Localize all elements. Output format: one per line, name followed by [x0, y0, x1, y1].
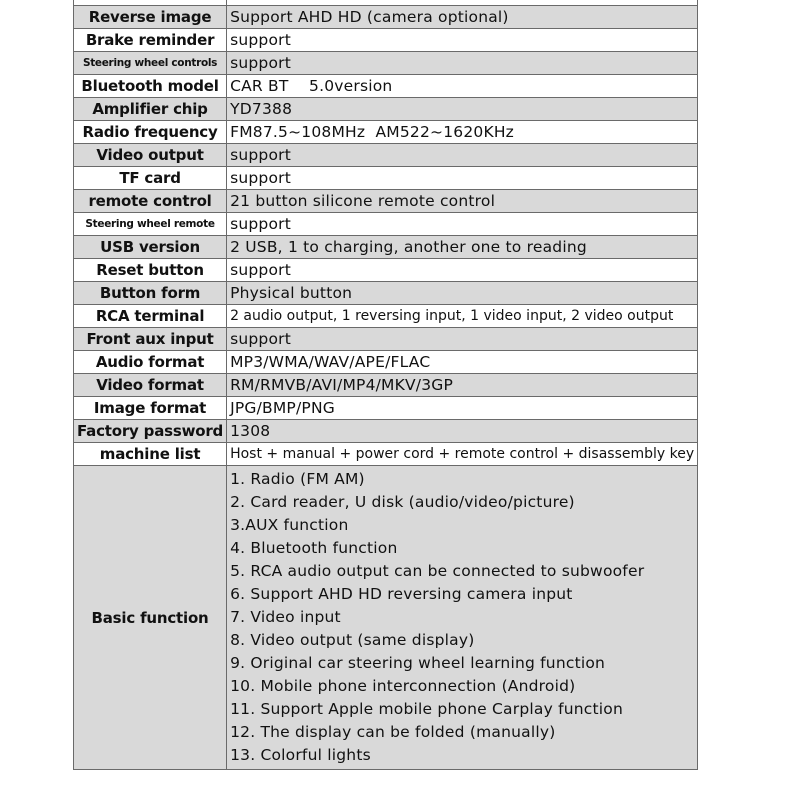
- spec-key: remote control: [74, 190, 227, 213]
- spec-key: Button form: [74, 282, 227, 305]
- spec-value: 2 audio output, 1 reversing input, 1 video input, 2 video output: [227, 305, 698, 328]
- basic-function-item: 9. Original car steering wheel learning function: [230, 654, 606, 672]
- spec-row: [74, 98, 698, 121]
- basic-function-item: 4. Bluetooth function: [230, 539, 398, 557]
- spec-row: [74, 420, 698, 443]
- spec-row: [74, 259, 698, 282]
- spec-key: Brake reminder: [74, 29, 227, 52]
- spec-key: Steering wheel remote: [74, 213, 227, 236]
- spec-row: [74, 6, 698, 29]
- spec-value: CAR BT 5.0version: [227, 75, 698, 98]
- spec-row: [74, 374, 698, 397]
- spec-row: [74, 282, 698, 305]
- spec-row: [74, 305, 698, 328]
- spec-value: 1308: [227, 420, 698, 443]
- spec-key: Front aux input: [74, 328, 227, 351]
- spec-key: Image format: [74, 397, 227, 420]
- basic-function-key: Basic function: [74, 466, 227, 770]
- spec-key: Steering wheel controls: [74, 52, 227, 75]
- spec-key: Amplifier chip: [74, 98, 227, 121]
- basic-function-item: 1. Radio (FM AM): [230, 470, 365, 488]
- spec-key: Video format: [74, 374, 227, 397]
- spec-key: USB version: [74, 236, 227, 259]
- spec-row: [74, 236, 698, 259]
- spec-value: support: [227, 52, 698, 75]
- spec-row: [74, 213, 698, 236]
- basic-function-list: [227, 466, 698, 770]
- spec-value: JPG/BMP/PNG: [227, 397, 698, 420]
- spec-key: Video output: [74, 144, 227, 167]
- spec-value: MP3/WMA/WAV/APE/FLAC: [227, 351, 698, 374]
- basic-function-item: 11. Support Apple mobile phone Carplay function: [230, 700, 623, 718]
- spec-key: Bluetooth model: [74, 75, 227, 98]
- spec-row: [74, 190, 698, 213]
- basic-function-item: 13. Colorful lights: [230, 746, 371, 764]
- spec-value: support: [227, 144, 698, 167]
- spec-key: Radio frequency: [74, 121, 227, 144]
- basic-function-item: 5. RCA audio output can be connected to subwoofer: [230, 562, 645, 580]
- basic-function-item: 12. The display can be folded (manually): [230, 723, 556, 741]
- spec-key: Reset button: [74, 259, 227, 282]
- spec-value: YD7388: [227, 98, 698, 121]
- spec-table: [73, 0, 698, 770]
- basic-function-item: 6. Support AHD HD reversing camera input: [230, 585, 573, 603]
- spec-key: Reverse image: [74, 6, 227, 29]
- spec-value: FM87.5~108MHz AM522~1620KHz: [227, 121, 698, 144]
- basic-function-item: 7. Video input: [230, 608, 341, 626]
- spec-value: 2 USB, 1 to charging, another one to reading: [227, 236, 698, 259]
- spec-row: [74, 328, 698, 351]
- spec-key: machine list: [74, 443, 227, 466]
- spec-value: Physical button: [227, 282, 698, 305]
- spec-key: Factory password: [74, 420, 227, 443]
- spec-row: [74, 121, 698, 144]
- spec-value: support: [227, 259, 698, 282]
- spec-row: [74, 443, 698, 466]
- basic-function-item: 2. Card reader, U disk (audio/video/picture): [230, 493, 575, 511]
- spec-row: [74, 52, 698, 75]
- spec-row: [74, 351, 698, 374]
- basic-function-row: [74, 466, 698, 770]
- spec-key: TF card: [74, 167, 227, 190]
- spec-row: [74, 144, 698, 167]
- basic-function-item: 3.AUX function: [230, 516, 349, 534]
- spec-row: [74, 29, 698, 52]
- spec-table-body: [74, 0, 698, 770]
- basic-function-item: 8. Video output (same display): [230, 631, 475, 649]
- basic-function-item: 10. Mobile phone interconnection (Android): [230, 677, 576, 695]
- spec-row: [74, 75, 698, 98]
- spec-key: Audio format: [74, 351, 227, 374]
- spec-value: support: [227, 213, 698, 236]
- spec-value: support: [227, 328, 698, 351]
- spec-value: support: [227, 29, 698, 52]
- spec-key: RCA terminal: [74, 305, 227, 328]
- spec-value: Support AHD HD (camera optional): [227, 6, 698, 29]
- spec-value: 21 button silicone remote control: [227, 190, 698, 213]
- spec-value: Host + manual + power cord + remote control + disassembly key: [227, 443, 698, 466]
- spec-value: RM/RMVB/AVI/MP4/MKV/3GP: [227, 374, 698, 397]
- spec-value: support: [227, 167, 698, 190]
- spec-row: [74, 397, 698, 420]
- spec-row: [74, 167, 698, 190]
